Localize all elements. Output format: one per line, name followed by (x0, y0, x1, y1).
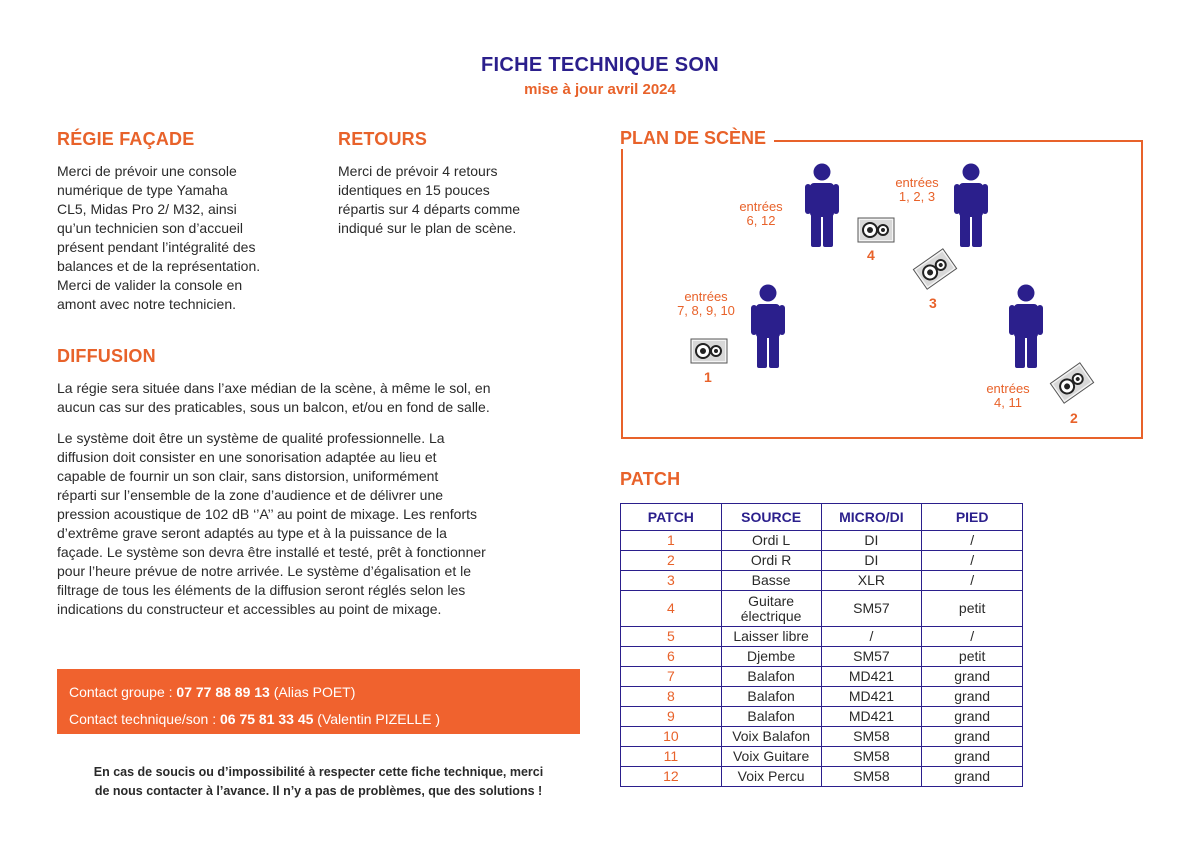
patch-cell: 8 (621, 687, 722, 707)
contact-group (69, 679, 568, 706)
patch-cell: 9 (621, 707, 722, 727)
diffusion-line: diffusion doit consister en une sonorisation adaptée au lieu et (57, 449, 437, 465)
table-row (621, 647, 1023, 667)
micro-cell: SM58 (821, 747, 922, 767)
stand-cell: grand (922, 707, 1023, 727)
source-cell: Djembe (721, 647, 821, 667)
micro-cell: SM58 (821, 767, 922, 787)
stand-cell: grand (922, 747, 1023, 767)
patch-cell: 5 (621, 627, 722, 647)
contact-tech-name: (Valentin PIZELLE ) (313, 711, 440, 727)
micro-cell: MD421 (821, 707, 922, 727)
table-row (621, 767, 1023, 787)
table-row (621, 687, 1023, 707)
source-cell: Voix Balafon (721, 727, 821, 747)
column-header: MICRO/DI (821, 504, 922, 531)
diffusion-line: indications du constructeur et accessibles au point de mixage. (57, 601, 442, 617)
regie-line: amont avec notre technicien. (57, 296, 236, 312)
diffusion-line: Le système doit être un système de qualité professionnelle. La (57, 430, 445, 446)
source-cell: Basse (721, 571, 821, 591)
stand-cell: / (922, 627, 1023, 647)
stand-cell: petit (922, 591, 1023, 627)
table-row (621, 747, 1023, 767)
patch-header-row (621, 504, 1023, 531)
contact-tech (69, 706, 568, 733)
patch-body (621, 531, 1023, 787)
patch-cell: 11 (621, 747, 722, 767)
entries-title: entrées (895, 175, 939, 190)
musician-icon (805, 163, 839, 247)
musician-icon (751, 284, 785, 368)
retours-line: indiqué sur le plan de scène. (338, 220, 517, 236)
source-cell: Balafon (721, 707, 821, 727)
entries-channels: 6, 12 (746, 213, 776, 228)
table-row (621, 551, 1023, 571)
entries-channels: 7, 8, 9, 10 (677, 303, 735, 318)
diffusion-line: pour l’heure prévue de notre arrivée. Le système d’égalisation et le (57, 563, 472, 579)
patch-cell: 1 (621, 531, 722, 551)
diffusion-line: La régie sera située dans l’axe médian de la scène, à même le sol, en (57, 380, 491, 396)
entries-label (726, 200, 796, 228)
source-cell: Voix Percu (721, 767, 821, 787)
regie-line: Merci de prévoir une console (57, 163, 237, 179)
contact-tech-phone[interactable]: 06 75 81 33 45 (220, 711, 314, 727)
micro-cell: SM57 (821, 647, 922, 667)
stand-cell: / (922, 531, 1023, 551)
source-cell: Laisser libre (721, 627, 821, 647)
patch-cell: 10 (621, 727, 722, 747)
entries-title: entrées (684, 289, 728, 304)
entries-label (671, 290, 741, 318)
column-header: SOURCE (721, 504, 821, 531)
stand-cell: / (922, 571, 1023, 591)
wedge-number: 1 (704, 369, 712, 385)
regie-text (57, 162, 317, 314)
wedge-number: 2 (1070, 410, 1078, 426)
stand-cell: grand (922, 727, 1023, 747)
retours-line: identiques en 15 pouces (338, 182, 490, 198)
stage-heading: PLAN DE SCÈNE (612, 128, 774, 149)
retours-heading: RETOURS (338, 129, 428, 149)
contact-box (57, 669, 580, 734)
contact-group-label: Contact groupe : (69, 684, 177, 700)
diffusion-line: capable de fournir un son clair, sans distorsion, uniformément (57, 468, 439, 484)
source-cell: Voix Guitare (721, 747, 821, 767)
retours-text (338, 162, 578, 238)
diffusion-line: aucun cas sur des praticables, sous un balcon, et/ou en fond de salle. (57, 399, 490, 415)
contact-tech-label: Contact technique/son : (69, 711, 220, 727)
entries-title: entrées (986, 381, 1030, 396)
footer-note-line: En cas de soucis ou d’impossibilité à respecter cette fiche technique, merci (93, 765, 544, 779)
micro-cell: MD421 (821, 667, 922, 687)
source-cell: Balafon (721, 667, 821, 687)
patch-cell: 12 (621, 767, 722, 787)
diffusion-para-1 (57, 379, 587, 417)
diffusion-line: pression acoustique de 102 dB ‘’A’’ au point de mixage. Les renforts (57, 506, 477, 522)
regie-line: balances et de la représentation. (57, 258, 261, 274)
regie-heading: RÉGIE FAÇADE (57, 129, 195, 149)
patch-cell: 4 (621, 591, 722, 627)
entries-channels: 4, 11 (994, 395, 1022, 410)
wedge-number: 4 (867, 247, 875, 263)
page-subtitle: mise à jour avril 2024 (524, 81, 676, 98)
entries-title: entrées (739, 199, 783, 214)
diffusion-line: filtrage de tous les éléments de la diffusion seront réglés selon les (57, 582, 466, 598)
contact-group-name: (Alias POET) (269, 684, 356, 700)
stand-cell: grand (922, 767, 1023, 787)
entries-label (973, 382, 1043, 410)
table-row (621, 531, 1023, 551)
wedge-number: 3 (929, 295, 937, 311)
micro-cell: / (821, 627, 922, 647)
stand-cell: grand (922, 687, 1023, 707)
micro-cell: DI (821, 531, 922, 551)
monitor-wedge-icon (857, 217, 895, 243)
diffusion-para-2 (57, 429, 587, 619)
regie-line: Merci de valider la console en (57, 277, 243, 293)
micro-cell: XLR (821, 571, 922, 591)
regie-line: qu’un technicien son d’accueil (57, 220, 244, 236)
musician-icon (954, 163, 988, 247)
diffusion-heading: DIFFUSION (57, 346, 156, 366)
table-row (621, 627, 1023, 647)
diffusion-line: d’extrême grave seront adaptés au type et à la puissance de la (57, 525, 447, 541)
regie-line: présent pendant l’intégralité des (57, 239, 256, 255)
source-cell: Guitare électrique (721, 591, 821, 627)
source-cell: Ordi L (721, 531, 821, 551)
table-row (621, 727, 1023, 747)
retours-line: répartis sur 4 départs comme (338, 201, 521, 217)
page-title: FICHE TECHNIQUE SON (481, 54, 719, 76)
footer-note (57, 763, 580, 801)
contact-group-phone[interactable]: 07 77 88 89 13 (176, 684, 270, 700)
stand-cell: / (922, 551, 1023, 571)
monitor-wedge-icon (690, 338, 728, 364)
patch-cell: 6 (621, 647, 722, 667)
patch-table (620, 503, 1023, 787)
source-cell: Balafon (721, 687, 821, 707)
table-row (621, 571, 1023, 591)
patch-cell: 3 (621, 571, 722, 591)
table-row (621, 707, 1023, 727)
stand-cell: petit (922, 647, 1023, 667)
column-header: PIED (922, 504, 1023, 531)
regie-line: numérique de type Yamaha (57, 182, 228, 198)
micro-cell: MD421 (821, 687, 922, 707)
micro-cell: SM58 (821, 727, 922, 747)
patch-cell: 7 (621, 667, 722, 687)
micro-cell: DI (821, 551, 922, 571)
footer-note-line: de nous contacter à l’avance. Il n’y a pas de problèmes, que des solutions ! (94, 784, 543, 798)
patch-cell: 2 (621, 551, 722, 571)
table-row (621, 591, 1023, 627)
stand-cell: grand (922, 667, 1023, 687)
column-header: PATCH (621, 504, 722, 531)
entries-label (882, 176, 952, 204)
diffusion-line: réparti sur l’ensemble de la zone d’audience et de délivrer une (57, 487, 444, 503)
retours-line: Merci de prévoir 4 retours (338, 163, 498, 179)
musician-icon (1009, 284, 1043, 368)
table-row (621, 667, 1023, 687)
regie-line: CL5, Midas Pro 2/ M32, ainsi (57, 201, 237, 217)
micro-cell: SM57 (821, 591, 922, 627)
entries-channels: 1, 2, 3 (898, 189, 936, 204)
diffusion-line: façade. Le système son devra être installé et testé, prêt à fonctionner (57, 544, 486, 560)
source-cell: Ordi R (721, 551, 821, 571)
patch-heading: PATCH (620, 469, 681, 489)
